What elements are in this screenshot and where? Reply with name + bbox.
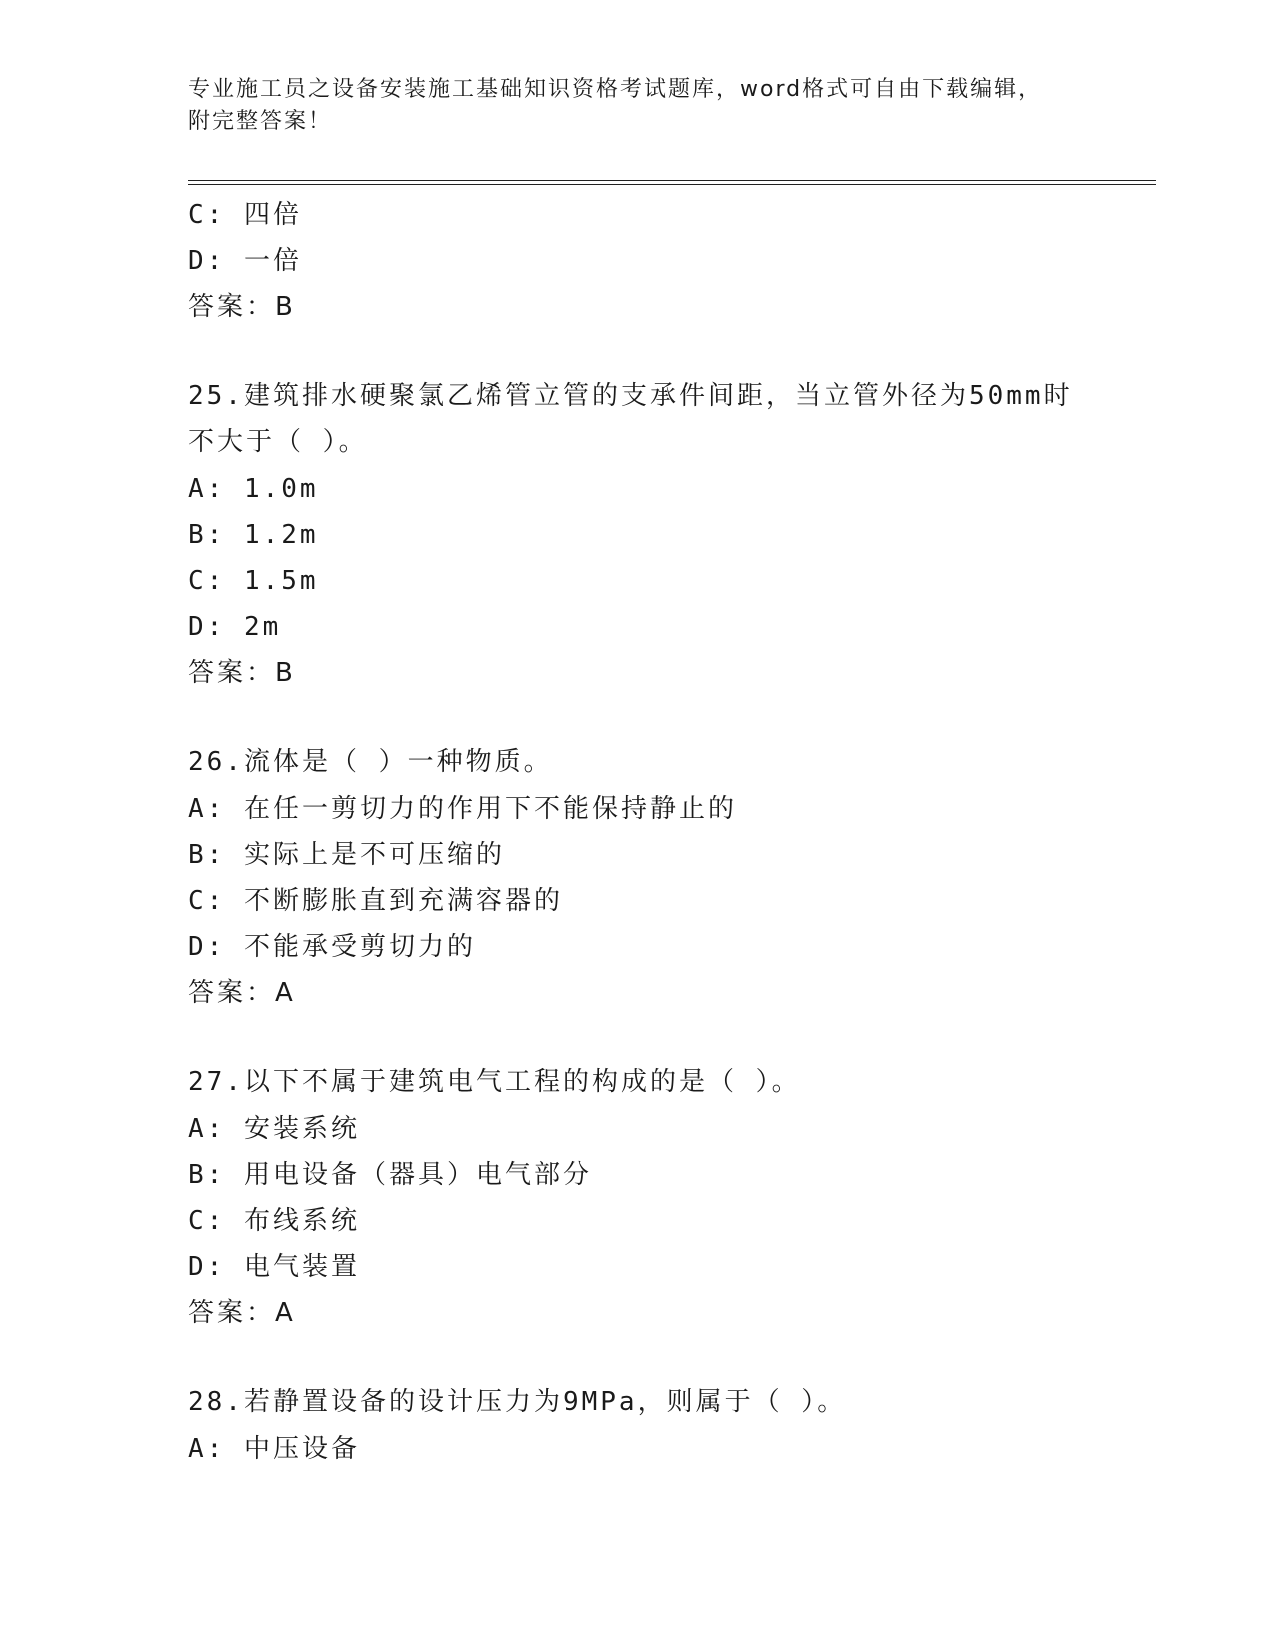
option-text: 不能承受剪切力的 xyxy=(243,932,476,962)
option-key: A: xyxy=(188,474,226,504)
option-key: C: xyxy=(188,1206,226,1236)
option-key: B: xyxy=(188,840,226,870)
option-d xyxy=(188,924,1088,970)
spacer xyxy=(188,330,1088,374)
option-text: 用电设备（器具）电气部分 xyxy=(243,1160,592,1190)
question-27 xyxy=(188,1060,1088,1336)
option-key: C: xyxy=(188,566,226,596)
option-text: 实际上是不可压缩的 xyxy=(243,840,505,870)
option-key: D: xyxy=(188,932,226,962)
option-text: 中压设备 xyxy=(243,1434,360,1464)
question-26 xyxy=(188,740,1088,1016)
question-stem-line: 27.以下不属于建筑电气工程的构成的是（ ）。 xyxy=(188,1067,801,1097)
option-key: B: xyxy=(188,520,226,550)
option-c xyxy=(188,878,1088,924)
option-b xyxy=(188,1152,1088,1198)
option-text: 电气装置 xyxy=(243,1252,360,1282)
option-a xyxy=(188,786,1088,832)
option-key: D: xyxy=(188,246,226,276)
option-text: 在任一剪切力的作用下不能保持静止的 xyxy=(243,794,737,824)
option-key: A: xyxy=(188,1434,226,1464)
header-line-2: 附完整答案！ xyxy=(188,109,333,134)
question-stem-line: 26.流体是（ ）一种物质。 xyxy=(188,747,553,777)
option-c xyxy=(188,192,1088,238)
option-c xyxy=(188,1198,1088,1244)
answer-line: 答案：B xyxy=(188,292,296,322)
option-key: C: xyxy=(188,200,226,230)
question-28 xyxy=(188,1380,1088,1472)
question-stem-line: 25.建筑排水硬聚氯乙烯管立管的支承件间距，当立管外径为50mm时 xyxy=(188,381,1073,411)
option-text: 布线系统 xyxy=(243,1206,360,1236)
option-d xyxy=(188,238,1088,284)
option-text: 1.0m xyxy=(243,474,319,504)
option-key: B: xyxy=(188,1160,226,1190)
option-key: A: xyxy=(188,1114,226,1144)
question-stem-line: 不大于（ ）。 xyxy=(188,427,368,457)
option-text: 1.5m xyxy=(243,566,319,596)
option-c xyxy=(188,558,1088,604)
option-key: C: xyxy=(188,886,226,916)
option-text: 不断膨胀直到充满容器的 xyxy=(243,886,563,916)
page-header xyxy=(188,74,1088,138)
option-key: D: xyxy=(188,1252,226,1282)
option-text: 1.2m xyxy=(243,520,319,550)
question-list xyxy=(188,192,1088,1472)
option-text: 四倍 xyxy=(243,200,302,230)
header-double-rule xyxy=(188,180,1156,185)
spacer xyxy=(188,1336,1088,1380)
question-25 xyxy=(188,374,1088,696)
option-a xyxy=(188,1426,1088,1472)
option-a xyxy=(188,1106,1088,1152)
answer-line: 答案：B xyxy=(188,658,296,688)
spacer xyxy=(188,696,1088,740)
spacer xyxy=(188,1016,1088,1060)
header-line-1: 专业施工员之设备安装施工基础知识资格考试题库，word格式可自由下载编辑， xyxy=(188,77,1043,102)
question-stem-line: 28.若静置设备的设计压力为9MPa，则属于（ ）。 xyxy=(188,1387,847,1417)
option-key: A: xyxy=(188,794,226,824)
option-b xyxy=(188,832,1088,878)
answer-line: 答案：A xyxy=(188,1298,296,1328)
option-d xyxy=(188,1244,1088,1290)
option-a xyxy=(188,466,1088,512)
option-text: 2m xyxy=(243,612,282,642)
option-d xyxy=(188,604,1088,650)
question-prev xyxy=(188,192,1088,330)
option-key: D: xyxy=(188,612,226,642)
option-b xyxy=(188,512,1088,558)
option-text: 安装系统 xyxy=(243,1114,360,1144)
answer-line: 答案：A xyxy=(188,978,296,1008)
option-text: 一倍 xyxy=(243,246,302,276)
